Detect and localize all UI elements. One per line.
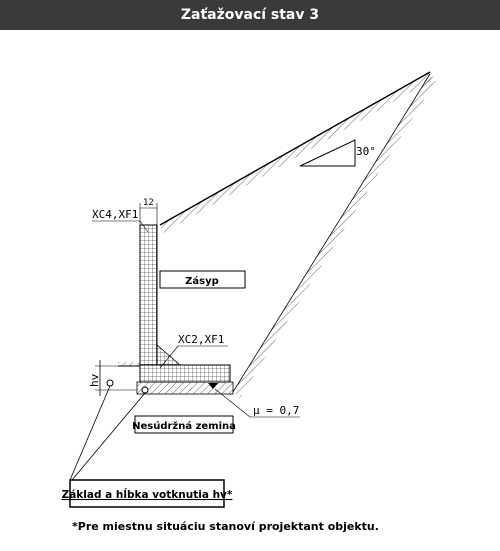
header-title: Zaťažovací stav 3 <box>180 7 320 23</box>
leader-line-left <box>70 386 110 480</box>
hv-label: hv <box>88 373 101 387</box>
exposure-base-label: XC2,XF1 <box>178 333 225 346</box>
foundation-label: Základ a hĺbka votknutia hv* <box>61 489 233 501</box>
base-marker-circle <box>142 387 148 393</box>
wall-stem <box>140 225 157 365</box>
front-ground-hatch <box>118 362 140 366</box>
excavation-slope-hatch <box>233 74 436 398</box>
retaining-wall-diagram <box>0 30 500 520</box>
exposure-top-label: XC4,XF1 <box>92 208 139 221</box>
leader-line-right <box>72 393 145 480</box>
header-bar <box>0 0 500 30</box>
slope-angle-label: 30° <box>356 145 376 158</box>
backfill-label: Zásyp <box>185 276 219 287</box>
subsoil-label: Nesúdržná zemina <box>132 421 236 432</box>
footnote: *Pre miestnu situáciu stanoví projektant objektu. <box>72 520 379 533</box>
wall-thickness-label: 12 <box>143 198 154 208</box>
depth-marker-circle <box>107 380 113 386</box>
foundation-base <box>140 365 230 382</box>
friction-label: μ = 0,7 <box>253 404 300 417</box>
